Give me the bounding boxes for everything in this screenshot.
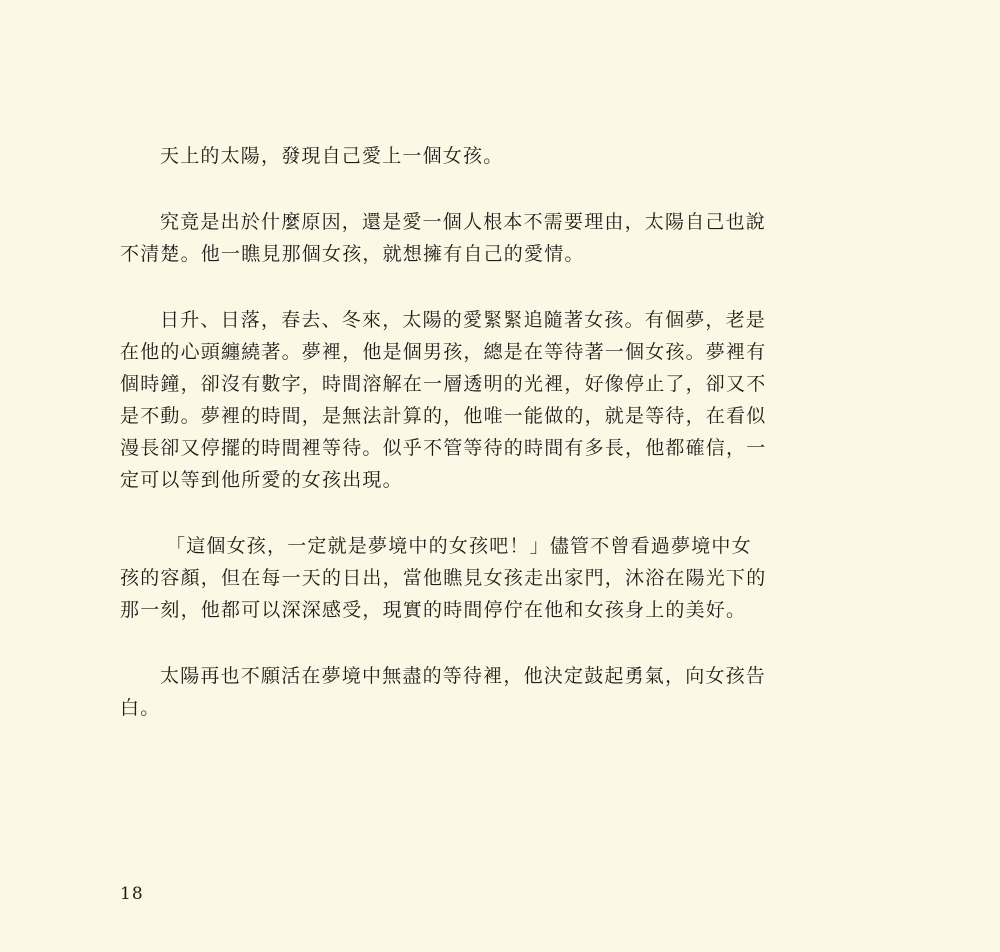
paragraph: 究竟是出於什麼原因，還是愛一個人根本不需要理由，太陽自己也說不清楚。他一瞧見那個女孩，就想擁有自己的愛情。 xyxy=(120,211,767,265)
paragraph: 日升、日落，春去、冬來，太陽的愛緊緊追隨著女孩。有個夢，老是在他的心頭纏繞著。夢裡，他是個男孩，總是在等待著一個女孩。夢裡有個時鐘，卻沒有數字，時間溶解在一層透明的光裡，好像停止了，卻又不是不動。夢裡的時間，是無法計算的，他唯一能做的，就是等待，在看似漫長卻又停擺的時間裡等待。似乎不管等待的時間有多長，他都確信，一定可以等到他所愛的女孩出現。 xyxy=(120,309,767,491)
paragraph: 「這個女孩，一定就是夢境中的女孩吧！」儘管不曾看過夢境中女孩的容顏，但在每一天的日出，當他瞧見女孩走出家門，沐浴在陽光下的那一刻，他都可以深深感受，現實的時間停佇在他和女孩身上的美好。 xyxy=(120,535,767,621)
paragraph: 太陽再也不願活在夢境中無盡的等待裡，他決定鼓起勇氣，向女孩告白。 xyxy=(120,665,767,719)
page-number: 18 xyxy=(120,884,144,904)
page-body xyxy=(120,140,770,758)
paragraph: 天上的太陽，發現自己愛上一個女孩。 xyxy=(160,145,504,167)
